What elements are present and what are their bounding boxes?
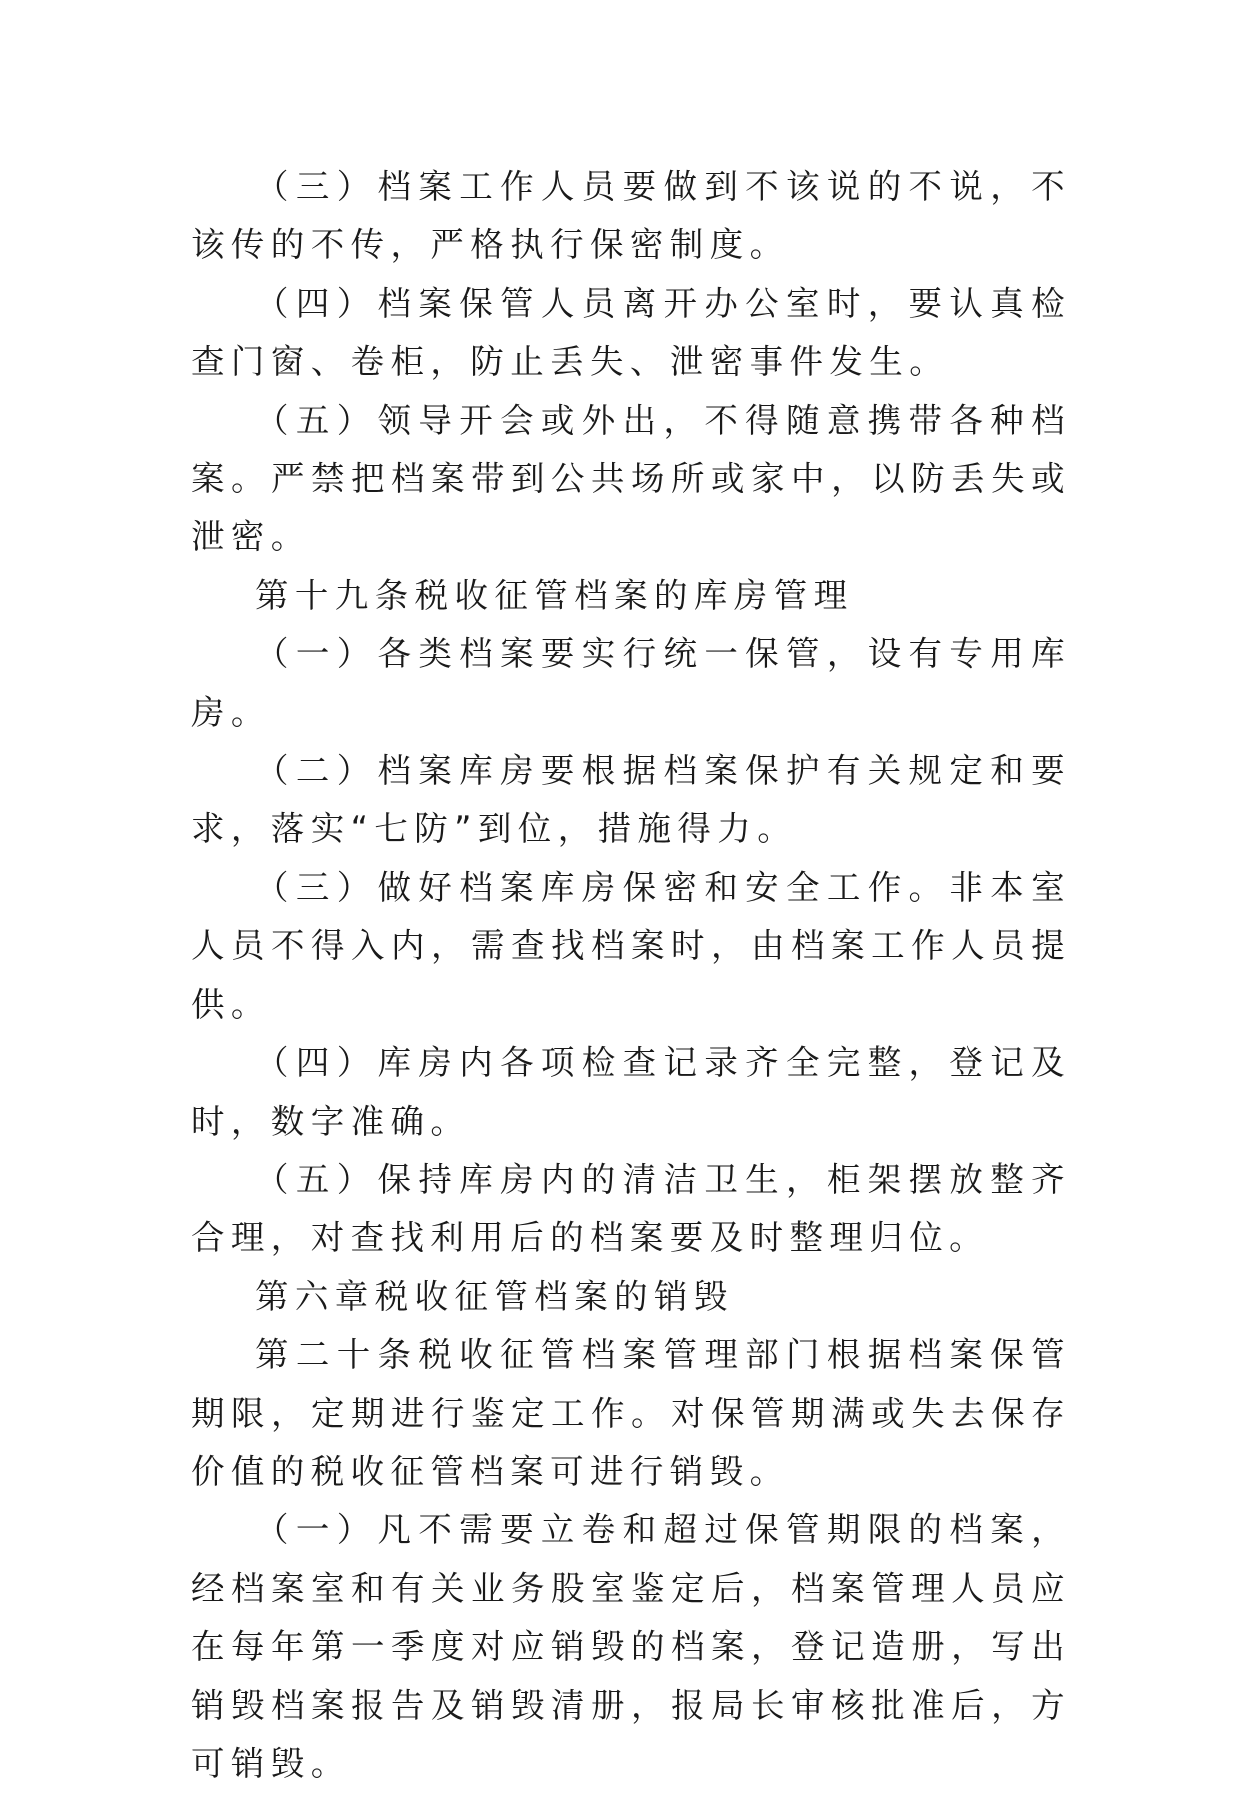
paragraph-storage-item-1: （一）各类档案要实行统一保管，设有专用库房。 <box>191 634 1071 732</box>
paragraph-storage-item-4: （四）库房内各项检查记录齐全完整，登记及时，数字准确。 <box>191 1043 1071 1141</box>
article-19-heading: 第十九条税收征管档案的库房管理 <box>255 575 854 615</box>
document-body <box>191 158 1071 1793</box>
paragraph-item-3-confidentiality: （三）档案工作人员要做到不该说的不说，不该传的不传，严格执行保密制度。 <box>191 167 1071 265</box>
paragraph-item-4-office-check: （四）档案保管人员离开办公室时，要认真检查门窗、卷柜，防止丢失、泄密事件发生。 <box>191 283 1071 382</box>
paragraph-storage-item-2: （二）档案库房要根据档案保护有关规定和要求，落实“七防”到位，措施得力。 <box>191 751 1071 849</box>
paragraph-storage-item-3: （三）做好档案库房保密和安全工作。非本室人员不得入内，需查找档案时，由档案工作人员提供。 <box>191 867 1071 1024</box>
paragraph-destruction-item-1: （一）凡不需要立卷和超过保管期限的档案，经档案室和有关业务股室鉴定后，档案管理人员应在每年第一季度对应销毁的档案，登记造册，写出销毁档案报告及销毁清册，报局长审核批准后，方可销毁。 <box>191 1510 1071 1783</box>
paragraph-item-5-carrying-files: （五）领导开会或外出，不得随意携带各种档案。严禁把档案带到公共场所或家中，以防丢失或泄密。 <box>191 400 1071 557</box>
article-20-paragraph: 第二十条税收征管档案管理部门根据档案保管期限，定期进行鉴定工作。对保管期满或失去保存价值的税收征管档案可进行销毁。 <box>191 1335 1071 1491</box>
chapter-6-heading: 第六章税收征管档案的销毁 <box>255 1276 734 1316</box>
paragraph-storage-item-5: （五）保持库房内的清洁卫生，柜架摆放整齐合理，对查找利用后的档案要及时整理归位。 <box>191 1159 1071 1258</box>
